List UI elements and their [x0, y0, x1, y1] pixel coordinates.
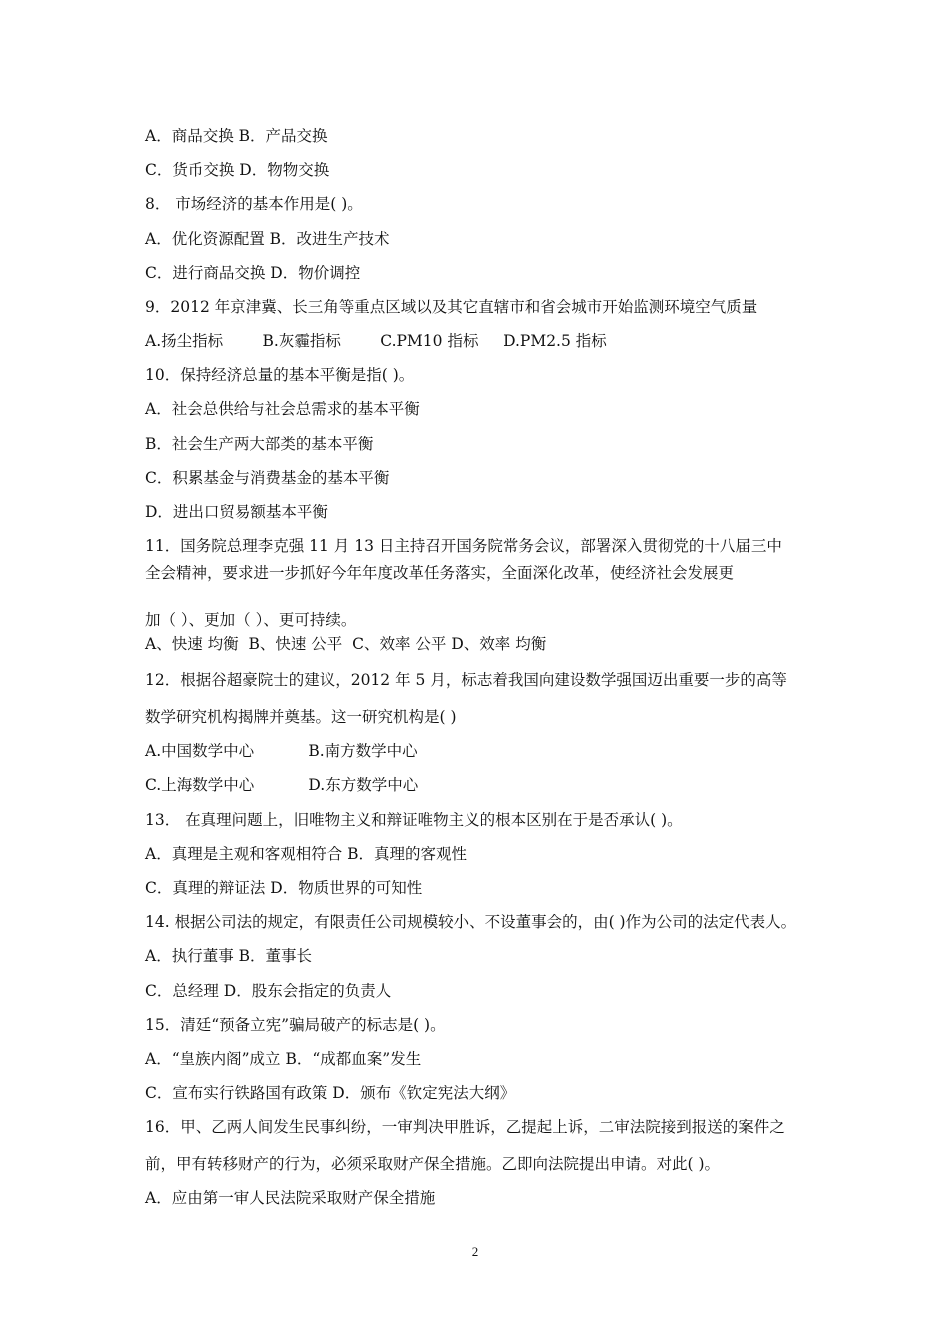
question-14: 14. 根据公司法的规定，有限责任公司规模较小、不设董事会的，由( )作为公司的法定代表人。 [145, 913, 797, 931]
question-12-line-2: 数学研究机构揭牌并奠基。这一研究机构是( ) [145, 708, 457, 726]
question-12-line-1: 12．根据谷超豪院士的建议，2012 年 5 月，标志着我国向建设数学强国迈出重要一步的高等 [145, 671, 787, 689]
page-number: 2 [471, 1244, 479, 1259]
question-11-line-2: 全会精神，要求进一步抓好今年年度改革任务落实，全面深化改革，使经济社会发展更 [145, 564, 735, 582]
option-line-8cd: C．进行商品交换 D．物价调控 [145, 264, 361, 282]
question-16-line-1: 16．甲、乙两人间发生民事纠纷，一审判决甲胜诉，乙提起上诉，二审法院接到报送的案件之 [145, 1118, 785, 1136]
question-11-line-3: 加（ ）、更加（ ）、更可持续。 [145, 611, 357, 629]
option-line-10b: B．社会生产两大部类的基本平衡 [145, 435, 374, 453]
option-line-15ab: A．“皇族内阁”成立 B．“成都血案”发生 [145, 1050, 422, 1068]
question-10: 10．保持经济总量的基本平衡是指( )。 [145, 366, 415, 384]
question-16-line-2: 前，甲有转移财产的行为，必须采取财产保全措施。乙即向法院提出申请。对此( )。 [145, 1155, 721, 1173]
option-line-8ab: A．优化资源配置 B．改进生产技术 [145, 230, 390, 248]
option-line-11: A、快速 均衡 B、快速 公平 C、效率 公平 D、效率 均衡 [145, 635, 547, 653]
option-line-12cd: C.上海数学中心 D.东方数学中心 [145, 776, 419, 794]
option-line-7ab: A．商品交换 B．产品交换 [145, 127, 328, 145]
option-line-14ab: A．执行董事 B．董事长 [145, 947, 313, 965]
option-line-10a: A．社会总供给与社会总需求的基本平衡 [145, 400, 420, 418]
option-line-9: A.扬尘指标 B.灰霾指标 C.PM10 指标 D.PM2.5 指标 [145, 332, 607, 350]
option-line-15cd: C．宣布实行铁路国有政策 D．颁布《钦定宪法大纲》 [145, 1084, 516, 1102]
option-line-10d: D．进出口贸易额基本平衡 [145, 503, 328, 521]
option-line-12ab: A.中国数学中心 B.南方数学中心 [145, 742, 418, 760]
question-11-line-1: 11．国务院总理李克强 11 月 13 日主持召开国务院常务会议，部署深入贯彻党的十八届三中 [145, 537, 782, 555]
option-line-13ab: A．真理是主观和客观相符合 B．真理的客观性 [145, 845, 468, 863]
option-line-14cd: C．总经理 D．股东会指定的负责人 [145, 982, 392, 1000]
question-8: 8． 市场经济的基本作用是( )。 [145, 195, 363, 213]
option-line-16a: A．应由第一审人民法院采取财产保全措施 [145, 1189, 436, 1207]
option-line-10c: C．积累基金与消费基金的基本平衡 [145, 469, 390, 487]
option-line-7cd: C．货币交换 D．物物交换 [145, 161, 330, 179]
question-13: 13． 在真理问题上，旧唯物主义和辩证唯物主义的根本区别在于是否承认( )。 [145, 811, 683, 829]
option-line-13cd: C．真理的辩证法 D．物质世界的可知性 [145, 879, 423, 897]
question-15: 15．清廷“预备立宪”骗局破产的标志是( )。 [145, 1016, 446, 1034]
question-9: 9．2012 年京津冀、长三角等重点区域以及其它直辖市和省会城市开始监测环境空气质量 [145, 298, 758, 316]
